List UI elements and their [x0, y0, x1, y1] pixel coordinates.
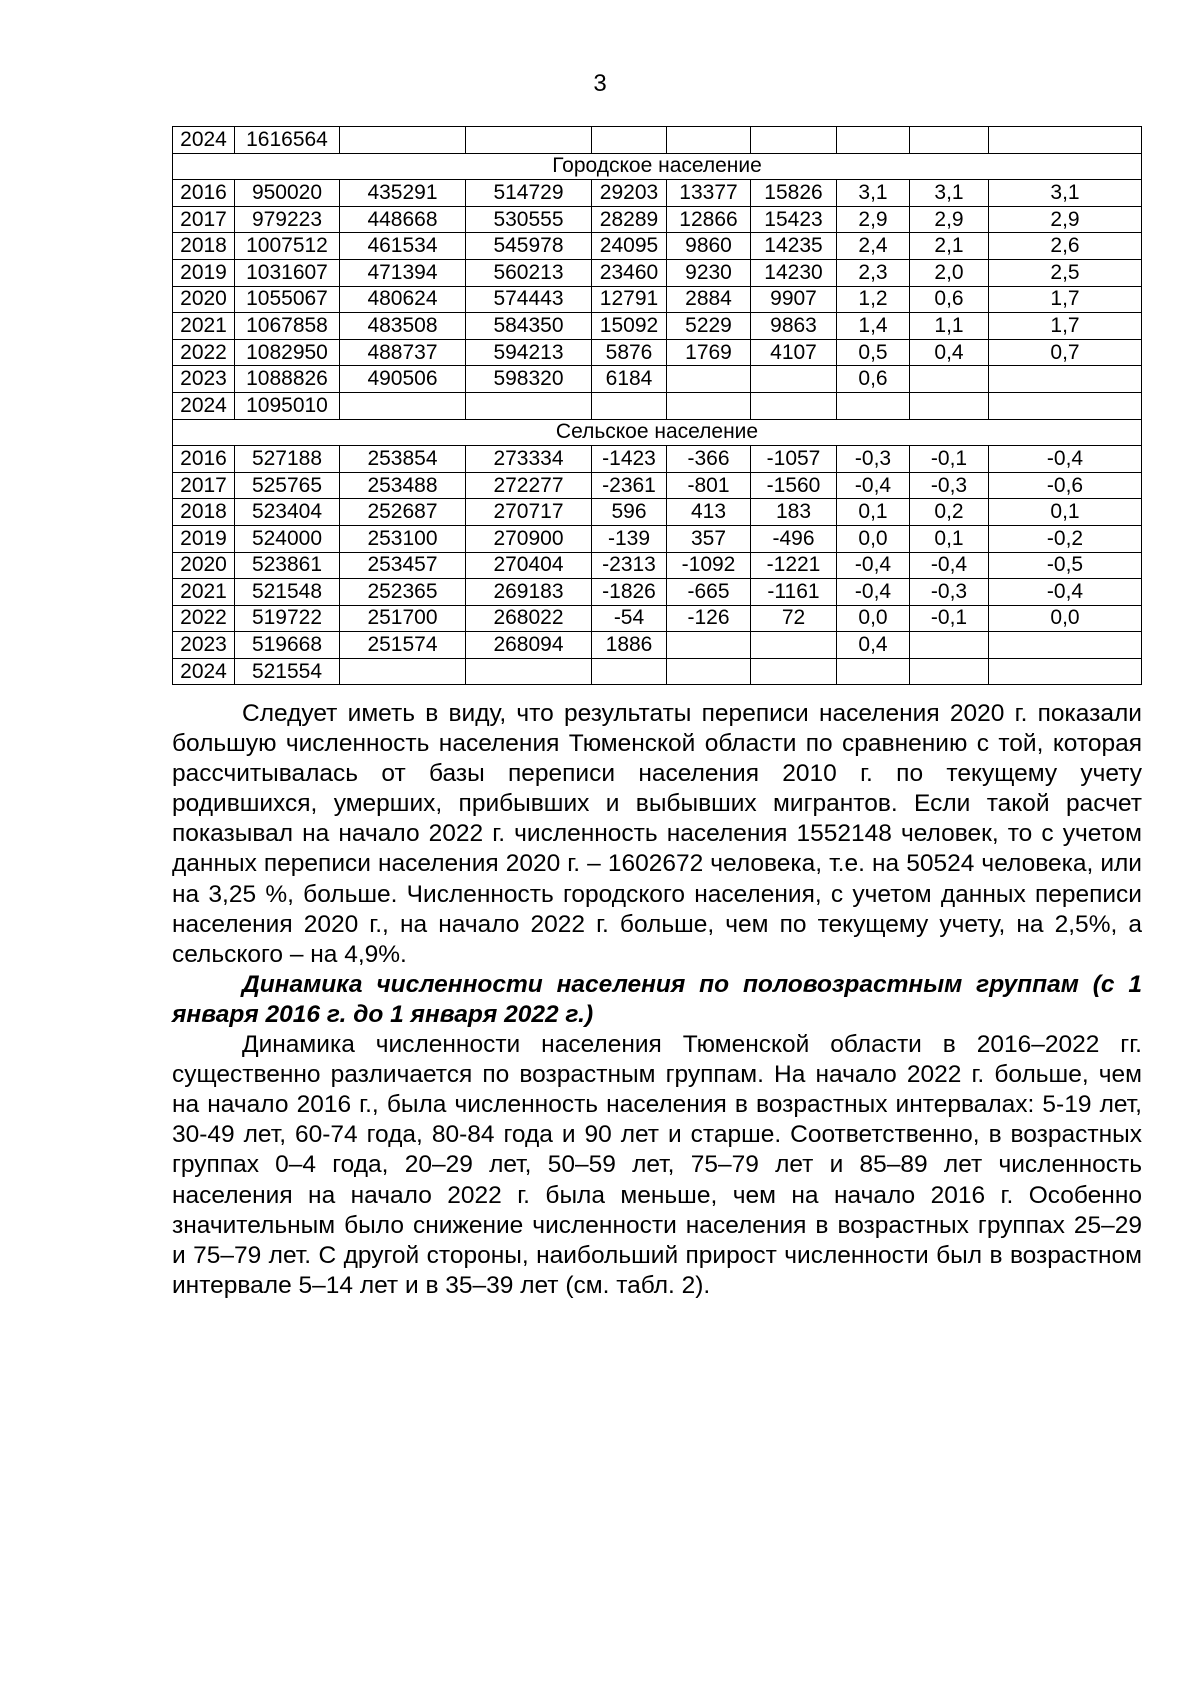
table-cell: 2021	[173, 313, 235, 340]
table-cell: 2,5	[989, 259, 1142, 286]
table-cell: 2018	[173, 233, 235, 260]
table-row	[173, 206, 1142, 233]
table-cell: 471394	[340, 259, 466, 286]
table-cell	[340, 127, 466, 154]
table-cell: 5229	[667, 313, 751, 340]
table-row	[173, 446, 1142, 473]
table-cell	[989, 127, 1142, 154]
table-cell: 514729	[466, 180, 592, 207]
table-cell: 15423	[751, 206, 837, 233]
table-cell: 2023	[173, 366, 235, 393]
table-cell: -0,4	[910, 552, 989, 579]
table-cell: 0,1	[989, 499, 1142, 526]
table-cell: 1,7	[989, 286, 1142, 313]
table-cell: 1,1	[910, 313, 989, 340]
table-row	[173, 339, 1142, 366]
table-cell: 523404	[235, 499, 340, 526]
table-cell: 0,4	[837, 632, 910, 659]
table-cell: 584350	[466, 313, 592, 340]
table-cell: 1031607	[235, 259, 340, 286]
table-row	[173, 366, 1142, 393]
table-cell	[989, 366, 1142, 393]
table-cell: 0,6	[837, 366, 910, 393]
table-cell: 1616564	[235, 127, 340, 154]
table-cell: 72	[751, 605, 837, 632]
table-cell: -0,4	[837, 579, 910, 606]
table-cell: 596	[592, 499, 667, 526]
table-cell: -0,1	[910, 605, 989, 632]
table-cell: 1007512	[235, 233, 340, 260]
table-cell: 183	[751, 499, 837, 526]
table-cell: 29203	[592, 180, 667, 207]
table-cell: 0,1	[910, 525, 989, 552]
table-cell: -0,4	[989, 579, 1142, 606]
table-cell	[910, 127, 989, 154]
table-cell: 435291	[340, 180, 466, 207]
table-cell: 9863	[751, 313, 837, 340]
table-cell: 2022	[173, 605, 235, 632]
table-cell: 2,4	[837, 233, 910, 260]
table-cell	[837, 127, 910, 154]
table-cell: 2,9	[837, 206, 910, 233]
table-cell	[667, 127, 751, 154]
table-row	[173, 579, 1142, 606]
table-cell: 2,6	[989, 233, 1142, 260]
body-paragraph: Динамика численности населения Тюменской области в 2016–2022 гг. существенно различается по возрастным группам. На начало 2022 г. больше, чем на начало 2016 г., была численность населения в возрастных интервалах: 5-19 лет, 30-49 лет, 60-74 года, 80-84 года и 90 лет и старше. Соответственно, в возрастных группах 0–4 года, 20–29 лет, 50–59 лет, 75–79 лет и 85–89 лет численность населения на начало 2022 г. была меньше, чем на начало 2016 г. Особенно значительным было снижение численности населения в возрастных группах 25–29 и 75–79 лет. С другой стороны, наибольший прирост численности был в возрастном интервале 5–14 лет и в 35–39 лет (см. табл. 2).	[172, 1031, 1142, 1299]
table-cell: 253488	[340, 472, 466, 499]
table-cell	[751, 127, 837, 154]
table-row	[173, 605, 1142, 632]
table-cell: 594213	[466, 339, 592, 366]
table-cell: 0,4	[910, 339, 989, 366]
table-cell: 1088826	[235, 366, 340, 393]
table-cell	[751, 366, 837, 393]
table-cell	[910, 366, 989, 393]
table-cell: 270404	[466, 552, 592, 579]
table-cell: 2,3	[837, 259, 910, 286]
table-cell: 15092	[592, 313, 667, 340]
table-cell	[989, 632, 1142, 659]
text-block	[172, 699, 1142, 1301]
table-cell: 12866	[667, 206, 751, 233]
table-cell: 2017	[173, 206, 235, 233]
table-cell	[667, 392, 751, 419]
table-row	[173, 472, 1142, 499]
table-cell: -0,1	[910, 446, 989, 473]
table-cell	[340, 658, 466, 685]
table-cell: 9907	[751, 286, 837, 313]
table-cell: 483508	[340, 313, 466, 340]
table-cell: 15826	[751, 180, 837, 207]
table-cell: -0,3	[837, 446, 910, 473]
table-cell: -1826	[592, 579, 667, 606]
table-cell: 979223	[235, 206, 340, 233]
table-cell: 3,1	[837, 180, 910, 207]
table-cell	[910, 632, 989, 659]
table-cell: 2,0	[910, 259, 989, 286]
table-cell: 28289	[592, 206, 667, 233]
table-cell: 0,7	[989, 339, 1142, 366]
table-cell: 527188	[235, 446, 340, 473]
table-cell	[466, 658, 592, 685]
table-cell: 519722	[235, 605, 340, 632]
table-cell: 490506	[340, 366, 466, 393]
table-cell: -54	[592, 605, 667, 632]
table-cell: 4107	[751, 339, 837, 366]
table-row	[173, 499, 1142, 526]
table-cell: 2016	[173, 446, 235, 473]
table-cell: 251700	[340, 605, 466, 632]
table-cell: -1560	[751, 472, 837, 499]
table-cell: -1423	[592, 446, 667, 473]
table-cell: -139	[592, 525, 667, 552]
table-cell: 2020	[173, 286, 235, 313]
table-cell: 14235	[751, 233, 837, 260]
table-section-row	[173, 419, 1142, 446]
table-cell: -0,4	[837, 552, 910, 579]
table-cell: -1092	[667, 552, 751, 579]
table-cell: 950020	[235, 180, 340, 207]
table-cell: 530555	[466, 206, 592, 233]
table-cell	[837, 658, 910, 685]
table-row	[173, 525, 1142, 552]
table-cell: 23460	[592, 259, 667, 286]
table-cell: 9230	[667, 259, 751, 286]
table-cell: 0,0	[837, 525, 910, 552]
table-cell: -0,5	[989, 552, 1142, 579]
table-cell	[910, 392, 989, 419]
table-cell: 574443	[466, 286, 592, 313]
table-cell: 13377	[667, 180, 751, 207]
table-cell: 14230	[751, 259, 837, 286]
table-cell: -2361	[592, 472, 667, 499]
table-cell: 269183	[466, 579, 592, 606]
table-cell	[340, 392, 466, 419]
table-cell: -0,4	[837, 472, 910, 499]
table-cell: 1,7	[989, 313, 1142, 340]
table-cell	[910, 658, 989, 685]
table-cell	[592, 658, 667, 685]
table-cell: 524000	[235, 525, 340, 552]
table-cell	[592, 392, 667, 419]
table-cell: 12791	[592, 286, 667, 313]
table-cell	[667, 632, 751, 659]
table-cell: 1886	[592, 632, 667, 659]
table-cell: 2,9	[910, 206, 989, 233]
table-cell: 0,6	[910, 286, 989, 313]
table-cell: -0,3	[910, 472, 989, 499]
table-cell: 2019	[173, 259, 235, 286]
table-row	[173, 180, 1142, 207]
table-cell: 0,1	[837, 499, 910, 526]
table-cell: 2016	[173, 180, 235, 207]
table-cell: 2018	[173, 499, 235, 526]
table-cell: 1,4	[837, 313, 910, 340]
page-number: 3	[593, 70, 607, 97]
table-row	[173, 233, 1142, 260]
table-cell	[667, 658, 751, 685]
table-cell	[667, 366, 751, 393]
table-cell: -801	[667, 472, 751, 499]
table-cell: 1082950	[235, 339, 340, 366]
table-cell: 2884	[667, 286, 751, 313]
table-cell: 488737	[340, 339, 466, 366]
table-cell	[989, 392, 1142, 419]
table-cell: 2024	[173, 658, 235, 685]
table-cell: -0,6	[989, 472, 1142, 499]
table-cell: 272277	[466, 472, 592, 499]
table-cell: 357	[667, 525, 751, 552]
table-cell	[751, 658, 837, 685]
table-cell: 1769	[667, 339, 751, 366]
table-cell: 2023	[173, 632, 235, 659]
table-cell: 273334	[466, 446, 592, 473]
table-cell: 461534	[340, 233, 466, 260]
table-cell	[751, 632, 837, 659]
table-cell	[466, 127, 592, 154]
table-cell: 519668	[235, 632, 340, 659]
table-cell: 3,1	[989, 180, 1142, 207]
table-cell: 9860	[667, 233, 751, 260]
table-cell: 2017	[173, 472, 235, 499]
table-cell: -1221	[751, 552, 837, 579]
table-section-row	[173, 153, 1142, 180]
table-row	[173, 313, 1142, 340]
population-table	[172, 126, 1142, 685]
table-cell: -126	[667, 605, 751, 632]
table-cell: 253100	[340, 525, 466, 552]
section-label: Сельское население	[173, 419, 1142, 446]
table-cell: 413	[667, 499, 751, 526]
table-cell: -2313	[592, 552, 667, 579]
table-cell: 523861	[235, 552, 340, 579]
table-cell: 253457	[340, 552, 466, 579]
table-cell: 253854	[340, 446, 466, 473]
table-cell: 0,0	[989, 605, 1142, 632]
table-row	[173, 392, 1142, 419]
table-cell: 6184	[592, 366, 667, 393]
table-cell: 598320	[466, 366, 592, 393]
table-cell: -665	[667, 579, 751, 606]
table-cell: 480624	[340, 286, 466, 313]
table-cell: 1095010	[235, 392, 340, 419]
table-cell: 0,5	[837, 339, 910, 366]
table-cell: 545978	[466, 233, 592, 260]
table-cell: 0,0	[837, 605, 910, 632]
table-cell: 2020	[173, 552, 235, 579]
table-cell: 521548	[235, 579, 340, 606]
table-cell: 2024	[173, 127, 235, 154]
table-row	[173, 552, 1142, 579]
table-cell: 0,2	[910, 499, 989, 526]
table-cell: -0,3	[910, 579, 989, 606]
table-cell: 560213	[466, 259, 592, 286]
table-cell: 251574	[340, 632, 466, 659]
table-cell: 2,1	[910, 233, 989, 260]
table-cell: 5876	[592, 339, 667, 366]
table-cell: -1161	[751, 579, 837, 606]
table-row	[173, 658, 1142, 685]
table-cell: -0,4	[989, 446, 1142, 473]
table-cell: 2019	[173, 525, 235, 552]
table-cell: 448668	[340, 206, 466, 233]
body-paragraph: Следует иметь в виду, что результаты переписи населения 2020 г. показали большую численность населения Тюменской области по сравнению с той, которая рассчитывалась от базы переписи населения 2010 г. по текущему учету родившихся, умерших, прибывших и выбывших мигрантов. Если такой расчет показывал на начало 2022 г. численность населения 1552148 человек, то с учетом данных переписи населения 2020 г. – 1602672 человека, т.е. на 50524 человека, или на 3,25 %, больше. Численность городского населения, с учетом данных переписи населения 2020 г., на начало 2022 г. больше, чем по текущему учету, на 2,5%, а сельского – на 4,9%.	[172, 700, 1142, 968]
table-cell: -1057	[751, 446, 837, 473]
table-row	[173, 286, 1142, 313]
table-cell	[592, 127, 667, 154]
table-cell: 252365	[340, 579, 466, 606]
table-cell: 3,1	[910, 180, 989, 207]
table-cell: -0,2	[989, 525, 1142, 552]
section-label: Городское население	[173, 153, 1142, 180]
table-cell: 268094	[466, 632, 592, 659]
table-cell: 2022	[173, 339, 235, 366]
table-cell: 1055067	[235, 286, 340, 313]
table-cell: 521554	[235, 658, 340, 685]
table-row	[173, 127, 1142, 154]
table-cell: 2024	[173, 392, 235, 419]
section-heading: Динамика численности населения по половозрастным группам (с 1 января 2016 г. до 1 января 2022 г.)	[172, 970, 1142, 1028]
table-cell: 270717	[466, 499, 592, 526]
table-row	[173, 632, 1142, 659]
table-cell: 270900	[466, 525, 592, 552]
table-cell	[989, 658, 1142, 685]
table-cell: -366	[667, 446, 751, 473]
table-cell: 2021	[173, 579, 235, 606]
table-cell: 268022	[466, 605, 592, 632]
table-cell: 525765	[235, 472, 340, 499]
table-cell: 1067858	[235, 313, 340, 340]
table-cell	[751, 392, 837, 419]
table-cell: -496	[751, 525, 837, 552]
table-cell: 1,2	[837, 286, 910, 313]
table-cell: 2,9	[989, 206, 1142, 233]
table-cell	[466, 392, 592, 419]
table-cell	[837, 392, 910, 419]
table-row	[173, 259, 1142, 286]
table-cell: 24095	[592, 233, 667, 260]
table-cell: 252687	[340, 499, 466, 526]
